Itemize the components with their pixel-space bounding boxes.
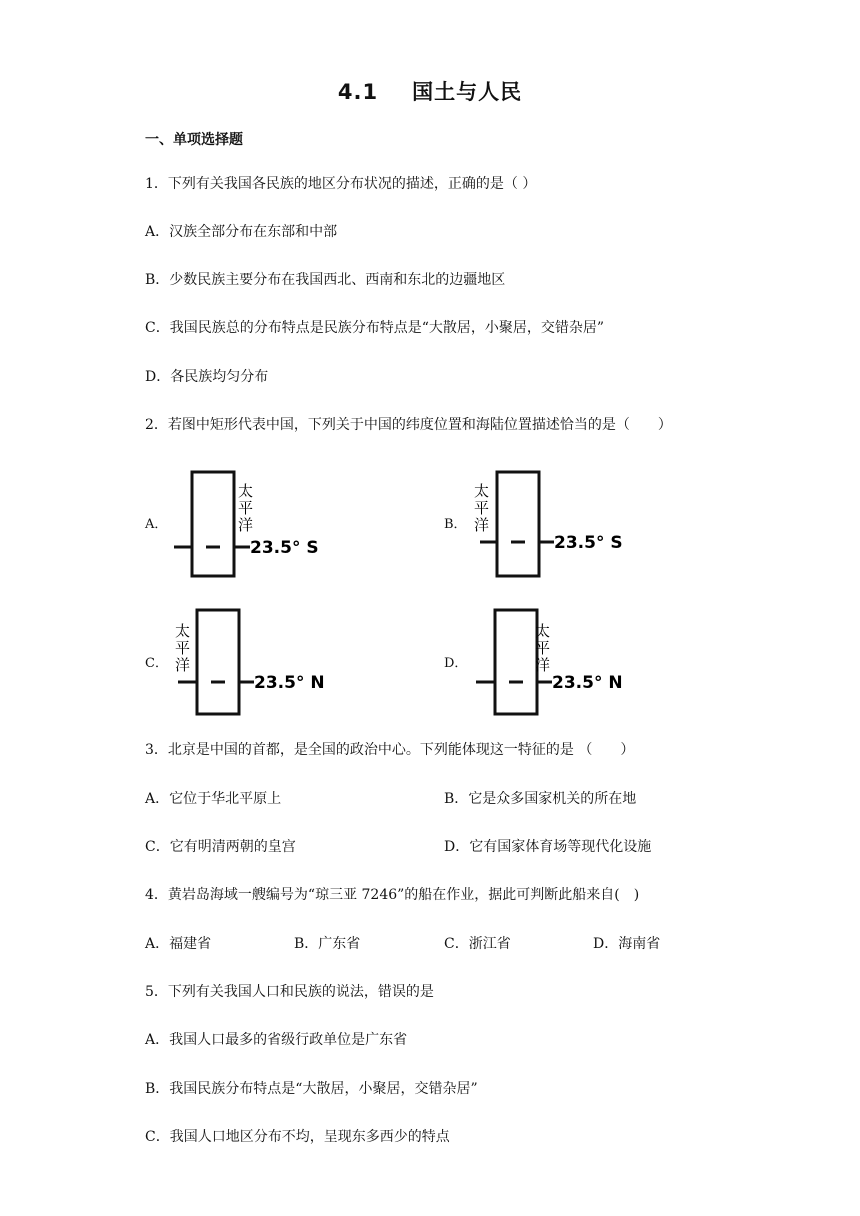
q4-option-a: A．福建省	[145, 936, 212, 952]
ocean-char-1: 太	[175, 622, 191, 640]
page-title	[0, 76, 860, 106]
ocean-char-2: 平	[535, 639, 551, 657]
q4-option-c: C．浙江省	[444, 936, 511, 952]
latitude-label: 23.5° S	[554, 533, 623, 553]
q2-option-c-label: C．	[145, 656, 168, 671]
china-rectangle	[192, 472, 234, 576]
ocean-char-3: 洋	[175, 656, 191, 674]
q1-option-c: C．我国民族总的分布特点是民族分布特点是“大散居，小聚居，交错杂居”	[145, 320, 605, 336]
q3-option-b: B．它是众多国家机关的所在地	[444, 791, 637, 807]
ocean-char-3: 洋	[238, 516, 254, 534]
q1-option-b: B．少数民族主要分布在我国西北、西南和东北的边疆地区	[145, 272, 506, 288]
ocean-char-2: 平	[175, 639, 191, 657]
ocean-char-3: 洋	[474, 516, 490, 534]
q5-option-c: C．我国人口地区分布不均，呈现东多西少的特点	[145, 1129, 450, 1145]
q3-stem: 3．北京是中国的首都，是全国的政治中心。下列能体现这一特征的是 （ ）	[145, 742, 635, 758]
q2-option-b-label: B．	[444, 517, 467, 532]
section-heading: 一、单项选择题	[145, 132, 243, 148]
latitude-label: 23.5° S	[250, 538, 319, 558]
q2-option-d-figure	[470, 606, 630, 721]
q1-option-d: D．各民族均匀分布	[145, 369, 269, 385]
ocean-char-3: 洋	[535, 656, 551, 674]
q1-stem: 1．下列有关我国各民族的地区分布状况的描述，正确的是（ ）	[145, 176, 537, 192]
q2-option-a-label: A．	[145, 517, 168, 532]
latitude-label: 23.5° N	[254, 673, 325, 693]
ocean-char-2: 平	[474, 499, 490, 517]
china-rectangle	[497, 472, 539, 576]
q2-option-c-figure	[170, 606, 330, 721]
q2-option-d-label: D．	[444, 656, 468, 671]
q3-option-a: A．它位于华北平原上	[145, 791, 282, 807]
q5-option-a: A．我国人口最多的省级行政单位是广东省	[145, 1032, 408, 1048]
q5-stem: 5．下列有关我国人口和民族的说法，错误的是	[145, 984, 434, 1000]
ocean-char-1: 太	[535, 622, 551, 640]
q4-option-b: B．广东省	[294, 936, 361, 952]
q3-option-d: D．它有国家体育场等现代化设施	[444, 839, 652, 855]
q4-stem: 4．黄岩岛海域一艘编号为“琼三亚 7246”的船在作业，据此可判断此船来自( )	[145, 887, 640, 903]
ocean-char-1: 太	[474, 482, 490, 500]
q2-option-a-figure	[170, 468, 330, 583]
q4-option-d: D．海南省	[593, 936, 661, 952]
ocean-char-2: 平	[238, 499, 254, 517]
china-rectangle	[197, 610, 239, 714]
latitude-label: 23.5° N	[552, 673, 623, 693]
q1-option-a: A．汉族全部分布在东部和中部	[145, 224, 338, 240]
ocean-char-1: 太	[238, 482, 254, 500]
title-number: 4.1	[337, 80, 379, 104]
q3-option-c: C．它有明清两朝的皇宫	[145, 839, 296, 855]
q2-option-b-figure	[470, 468, 630, 583]
title-text: 国土与人民	[412, 80, 523, 104]
q5-option-b: B．我国民族分布特点是“大散居，小聚居，交错杂居”	[145, 1081, 478, 1097]
q2-stem: 2．若图中矩形代表中国，下列关于中国的纬度位置和海陆位置描述恰当的是（ ）	[145, 417, 672, 433]
china-rectangle	[495, 610, 537, 714]
